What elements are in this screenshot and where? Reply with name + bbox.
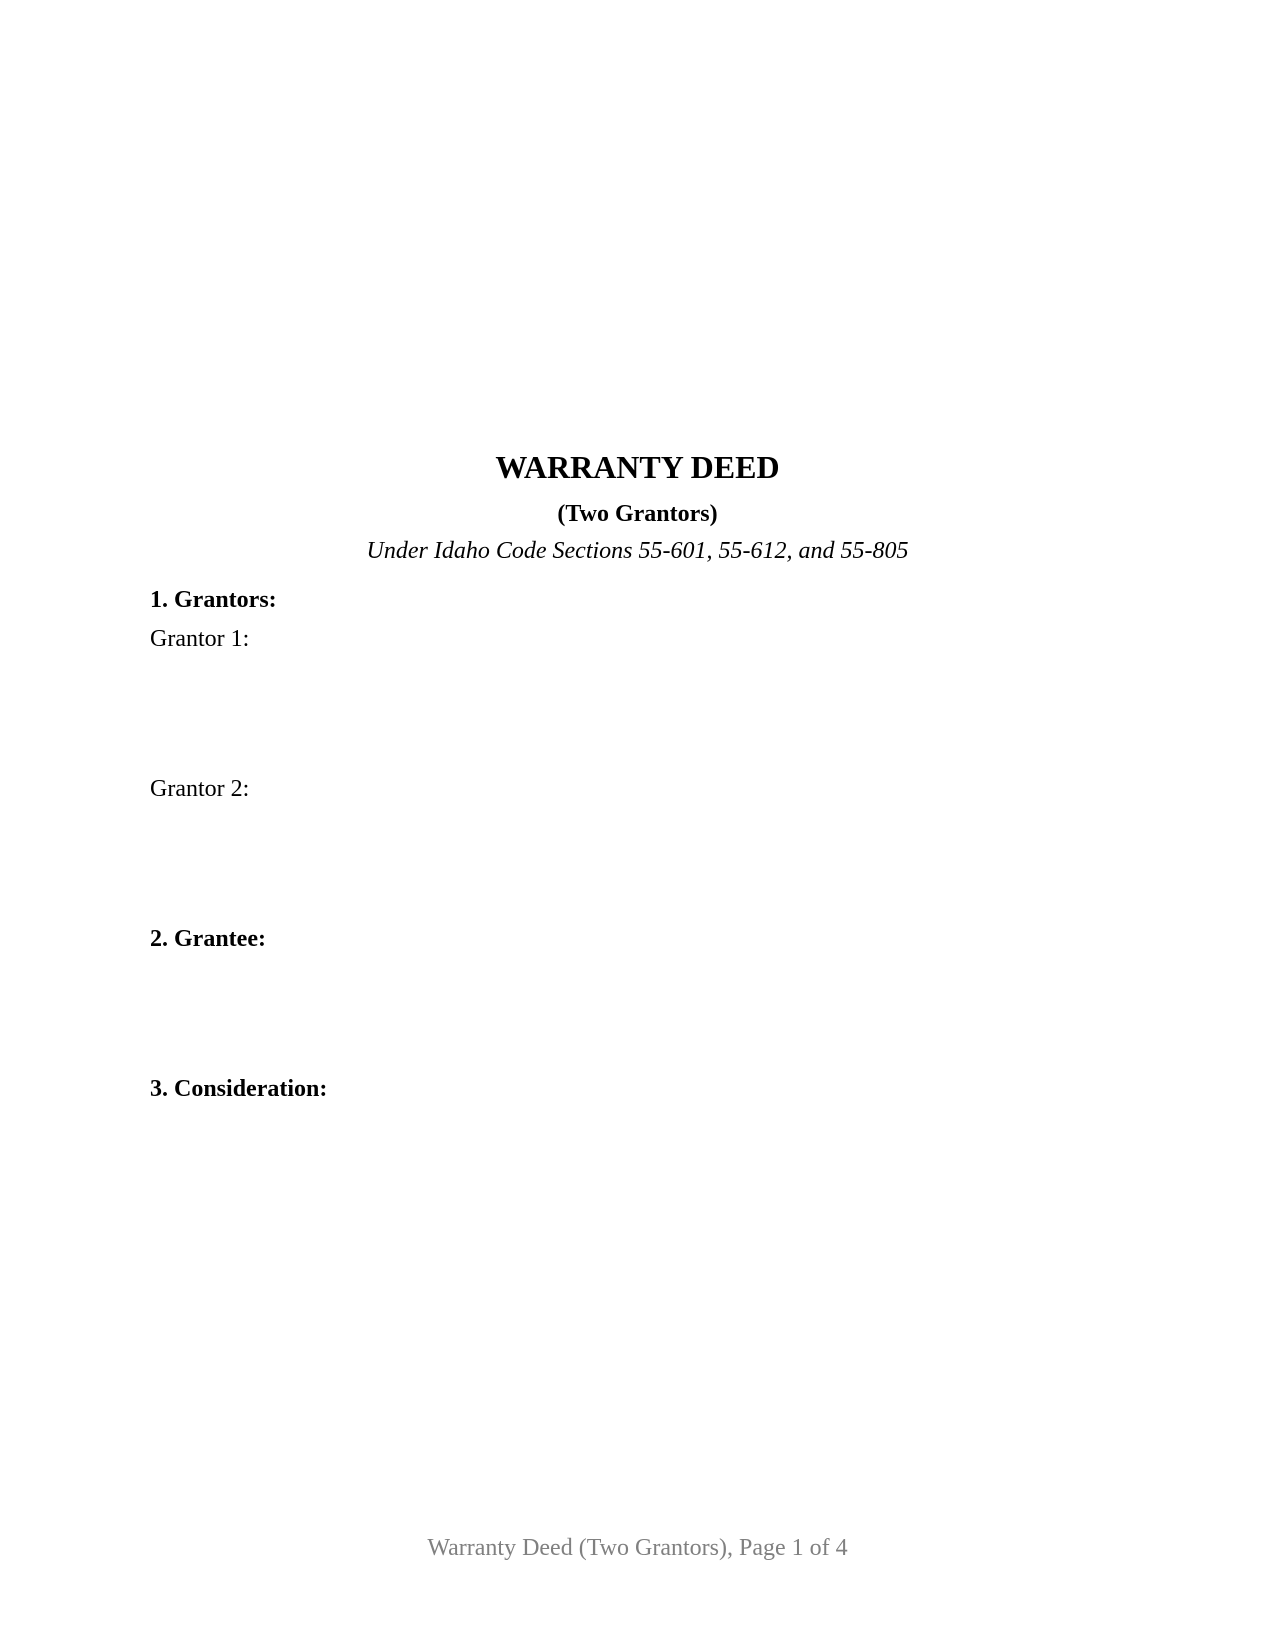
page-footer: Warranty Deed (Two Grantors), Page 1 of 4	[427, 1535, 848, 1561]
document-title: WARRANTY DEED	[495, 449, 780, 485]
section-heading-grantors: 1. Grantors:	[150, 587, 277, 613]
section-heading-grantee: 2. Grantee:	[150, 926, 266, 952]
statute-reference: Under Idaho Code Sections 55-601, 55-612, and 55-805	[366, 538, 909, 564]
grantor-1-label: Grantor 1:	[150, 626, 250, 652]
document-subtitle: (Two Grantors)	[557, 501, 718, 527]
grantor-2-label: Grantor 2:	[150, 776, 250, 802]
section-heading-consideration: 3. Consideration:	[150, 1076, 328, 1102]
